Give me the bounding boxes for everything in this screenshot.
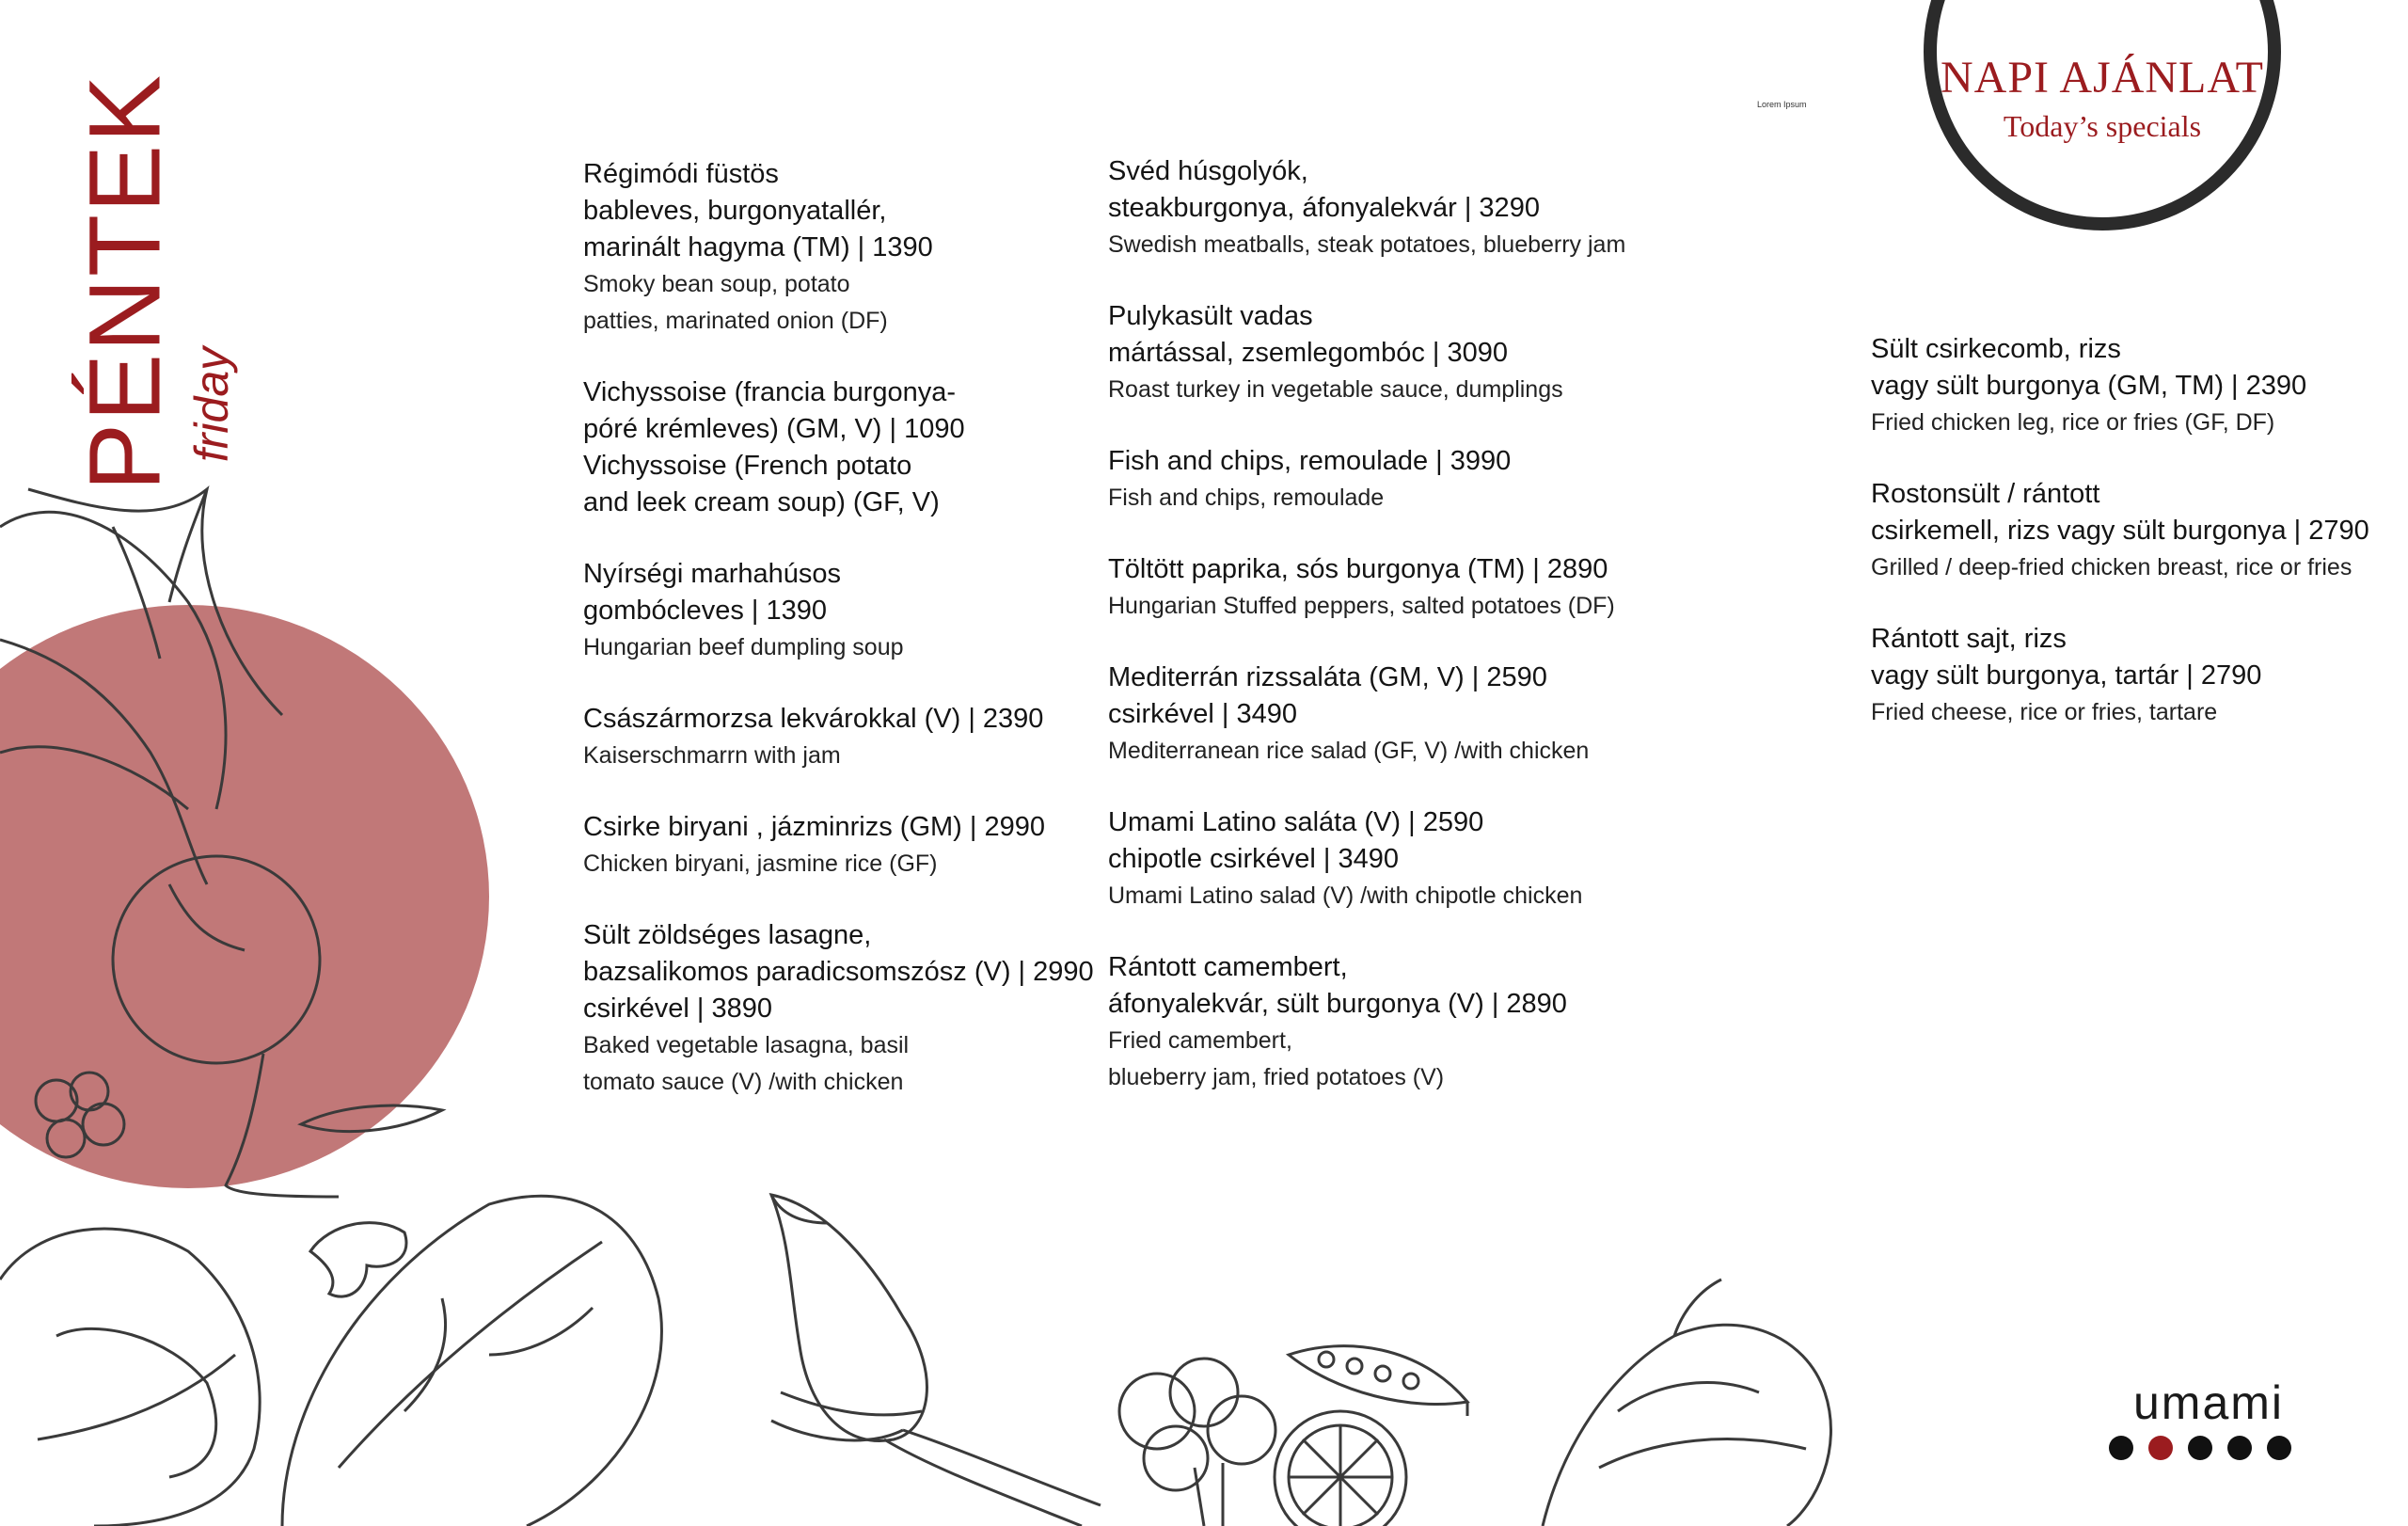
dish-name: Rántott sajt, rizs vagy sült burgonya, tartár | 2790 <box>1871 624 2262 691</box>
menu-item <box>1108 804 1691 914</box>
dish-name: Régimódi füstös bableves, burgonyatallér, marinált hagyma (TM) | 1390 <box>583 159 933 262</box>
logo-dot <box>2227 1436 2252 1460</box>
artichoke-icon <box>0 1229 260 1526</box>
day-subtitle <box>179 310 245 499</box>
menu-item <box>583 809 1166 882</box>
dish-name: Umami Latino saláta (V) | 2590 chipotle csirkével | 3490 <box>1108 807 1484 874</box>
logo-dot <box>2109 1436 2133 1460</box>
menu-item <box>1108 949 1691 1096</box>
menu-item <box>1871 476 2398 586</box>
dish-name: Rostonsült / rántott csirkemell, rizs vagy sült burgonya | 2790 <box>1871 479 2369 546</box>
day-title <box>49 72 199 492</box>
specials-title: NAPI AJÁNLAT <box>1940 53 2264 103</box>
dish-translation: Mediterranean rice salad (GF, V) /with chicken <box>1108 738 1590 764</box>
menu-item <box>583 156 1166 340</box>
day-subtitle-text: friday <box>185 346 238 463</box>
dish-name: Csirke biryani , jázminrizs (GM) | 2990 <box>583 812 1045 842</box>
dish-translation: Fried cheese, rice or fries, tartare <box>1871 699 2218 725</box>
dish-translation: Fried camembert, blueberry jam, fried potatoes (V) <box>1108 1027 1445 1090</box>
beet-icon <box>0 489 339 1197</box>
dish-translation: Grilled / deep-fried chicken breast, rice or fries <box>1871 554 2353 580</box>
menu-item <box>1108 551 1691 625</box>
menu-item <box>1108 298 1691 408</box>
logo-dots <box>2109 1436 2291 1460</box>
cabbage-leaf-icon <box>282 1196 661 1526</box>
dish-translation: Hungarian Stuffed peppers, salted potatoes (DF) <box>1108 593 1615 619</box>
dish-name: Sült csirkecomb, rizs vagy sült burgonya (GM, TM) | 2390 <box>1871 334 2307 401</box>
dish-translation: Hungarian beef dumpling soup <box>583 634 904 660</box>
dish-translation: Roast turkey in vegetable sauce, dumplings <box>1108 376 1563 403</box>
dish-name: Sült zöldséges lasagne, bazsalikomos paradicsomszósz (V) | 2990 csirkével | 3890 <box>583 920 1094 1024</box>
dish-name: Rántott camembert, áfonyalekvár, sült burgonya (V) | 2890 <box>1108 952 1567 1019</box>
dish-name: Svéd húsgolyók, steakburgonya, áfonyalekvár | 3290 <box>1108 156 1540 223</box>
dish-translation: Swedish meatballs, steak potatoes, blueberry jam <box>1108 231 1626 258</box>
dish-name: Nyírségi marhahúsos gombócleves | 1390 <box>583 559 841 626</box>
dish-translation: Umami Latino salad (V) /with chipotle chicken <box>1108 882 1583 909</box>
menu-item <box>583 701 1166 774</box>
menu-item <box>1871 621 2398 731</box>
menu-item <box>583 917 1166 1101</box>
menu-item <box>1108 660 1691 770</box>
menu-item <box>1871 331 2398 441</box>
dish-name: Vichyssoise (francia burgonya- póré krémleves) (GM, V) | 1090 Vichyssoise (French potato and leek cream soup) (GF, V) <box>583 377 965 517</box>
dish-name: Pulykasült vadas mártással, zsemlegombóc | 3090 <box>1108 301 1509 368</box>
citrus-slice-icon <box>1275 1411 1406 1526</box>
pea-pod-icon <box>301 1105 1467 1416</box>
menu-item <box>1108 443 1691 517</box>
broccoli-icon <box>36 1073 1275 1526</box>
dish-translation: Baked vegetable lasagna, basil tomato sauce (V) /with chicken <box>583 1032 910 1095</box>
dish-translation: Smoky bean soup, potato patties, marinated onion (DF) <box>583 271 888 334</box>
dish-translation: Kaiserschmarrn with jam <box>583 742 841 769</box>
specials-subtitle: Today’s specials <box>2003 109 2202 143</box>
menu-item <box>1108 153 1691 263</box>
carrot-icon <box>771 1392 1101 1526</box>
logo-dot <box>2267 1436 2291 1460</box>
dish-name: Töltött paprika, sós burgonya (TM) | 2890 <box>1108 554 1608 584</box>
dish-translation: Fried chicken leg, rice or fries (GF, DF) <box>1871 409 2275 436</box>
dish-name: Mediterrán rizssaláta (GM, V) | 2590 csirkével | 3490 <box>1108 662 1547 729</box>
menu-item <box>583 374 1166 521</box>
eggplant-icon <box>771 1195 927 1441</box>
artichoke-icon <box>1543 1280 1830 1526</box>
dish-name: Császármorzsa lekvárokkal (V) | 2390 <box>583 704 1044 734</box>
menu-column-1 <box>583 156 1166 1136</box>
menu-item <box>583 556 1166 666</box>
dish-translation: Chicken biryani, jasmine rice (GF) <box>583 850 938 877</box>
menu-column-3 <box>1871 331 2398 766</box>
umami-logo: umami <box>2132 1376 2285 1429</box>
dish-translation: Fish and chips, remoulade <box>1108 485 1385 511</box>
logo-dot <box>2188 1436 2212 1460</box>
logo-dot-accent <box>2148 1436 2173 1460</box>
mushroom-icon <box>310 1223 406 1297</box>
menu-column-2 <box>1108 153 1691 1131</box>
placeholder-text: Lorem Ipsum <box>1757 100 1807 109</box>
day-title-text: PÉNTEK <box>67 72 182 492</box>
dish-name: Fish and chips, remoulade | 3990 <box>1108 446 1512 476</box>
